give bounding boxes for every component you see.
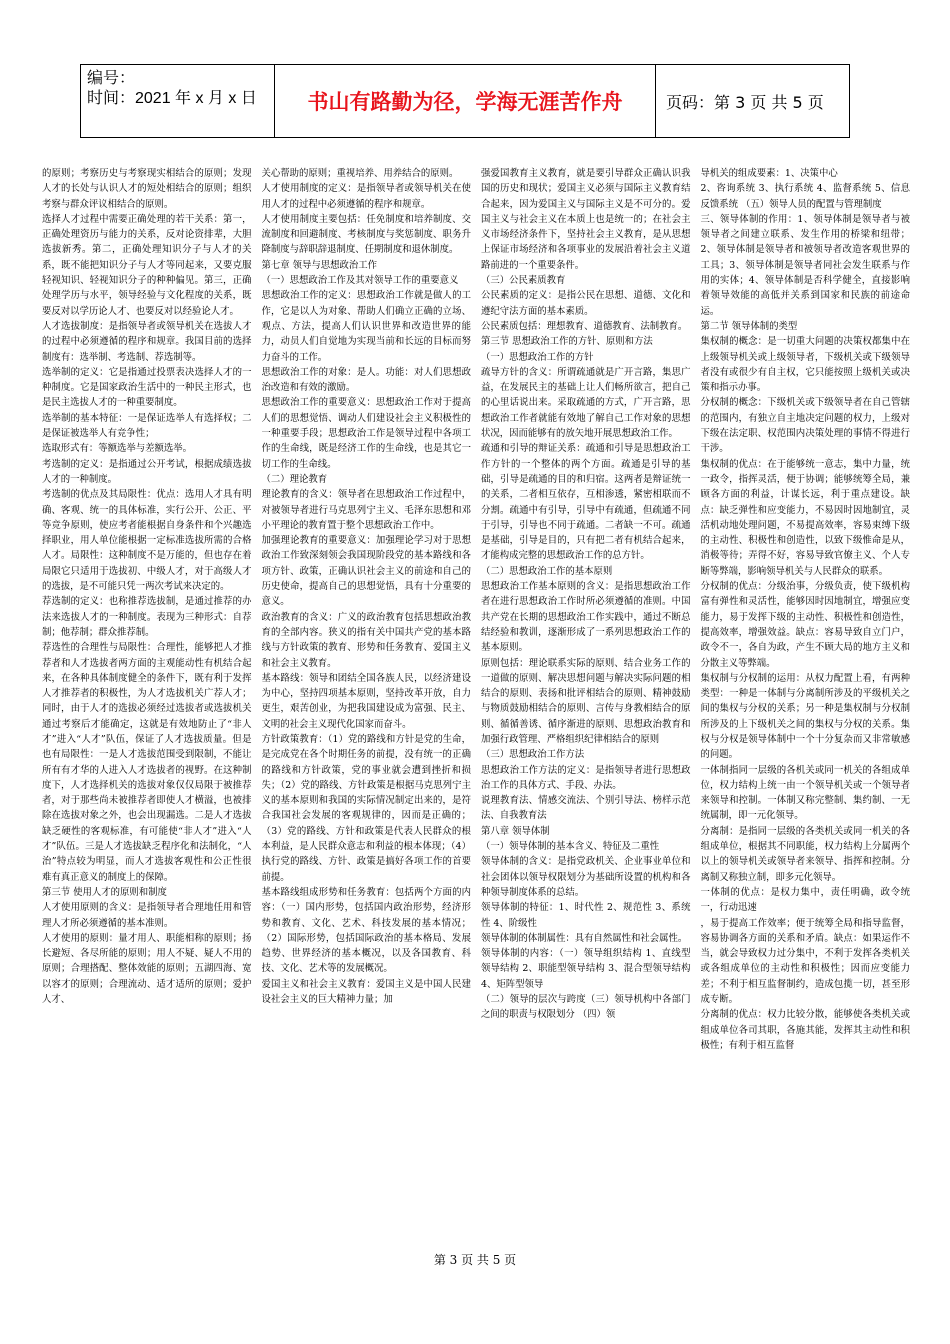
header-info-cell (81, 65, 275, 137)
paragraph: 疏通和引导的辩证关系：疏通和引导是思想政治工作方针的一个整体的两个方面。疏通是引导的基础，引导是疏通的目的和归宿。这两者是辩证统一的关系，二者相互依存，互相渗透，紧密相联而不分割。疏通中有引导，引导中有疏通，但疏通不同于引导，引导也不同于疏通。二者缺一不可。疏通是基础，引导是目的，只有把二者有机结合起来，才能构成完整的思想政治工作的总方针。 (481, 443, 691, 562)
paragraph: 分权制的概念：下级机关或下级领导者在自己管辖的范围内，有独立自主地决定问题的权力，上级对下级在法定职、权范围内决策处理的事情不得进行干涉。 (700, 397, 910, 455)
paragraph: 集权制与分权制的运用：从权力配置上看，有两种类型：一种是一体制与分离制所涉及的平级机关之间的集权与分权的关系；另一种是集权制与分权制所涉及的上下级机关之间的集权与分权的关系。集权与分权是领导体制中一个十分复杂而又非常敏感的问题。 (700, 672, 910, 761)
paragraph: 方针政策教育：（1）党的路线和方针是党的生命，是完成党在各个时期任务的前提，没有统一的正确的路线和方针政策，党的事业就会遭到挫折和损失；（2）党的路线、方针政策是根据马克思列宁主义的基本原则和我国的实际情况制定出来的，是符合我国社会发展的客观规律的，因而是正确的；（3）党的路线、方针和政策是代表人民群众的根本利益，是人民群众意志和利益的根本体现；（4）执行党的路线、方针、政策是搞好各项工作的首要前提。 (261, 733, 471, 883)
paragraph: 爱国主义和社会主义教育：爱国主义是中国人民建设社会主义的巨大精神力量；加 (261, 978, 471, 1006)
paragraph: 思想政治工作的定义：思想政治工作就是做人的工作，它是以人为对象、帮助人们确立正确的立场、观点、方法，提高人们认识世界和改造世界的能力，动员人们自觉地为实现当前和长远的目标而努力奋斗的工作。 (261, 290, 471, 363)
paragraph: 的原则；考察历史与考察现实相结合的原则；发现人才的长处与认识人才的短处相结合的原则；组织考察与群众评议相结合的原则。 (42, 168, 252, 210)
paragraph: 第八章 领导体制 (481, 825, 550, 837)
paragraph: 分权制的优点：分级治事，分级负责，使下级机构富有弹性和灵活性，能够因时因地制宜，增强应变能力，易于发挥下级的主动性、积极性和创造性，提高效率，增强效益。缺点：容易导致自立门户，政令不一，各自为政，产生不顾大局的地方主义和分散主义等弊端。 (700, 581, 910, 669)
body-columns (42, 166, 910, 1248)
paragraph: 考选制的优点及其局限性：优点：选用人才具有明确、客观、统一的具体标准，实行公开、公正、平等竞争原则，使应考者能根据自身条件和个兴趣选择职业，用人单位能根据一定标准选拔所需的合格人才。局限性：这种制度不是万能的，但也存在着局限它只适用于选拔初、中级人才，对于高级人才的选拔，是不可能只凭一两次考试来决定的。 (42, 489, 252, 593)
paragraph: 第七章 领导与思想政治工作 (261, 259, 377, 271)
paragraph: 荐选制的定义：也称推荐选拔制，是通过推荐的办法来选拔人才的一种制度。表现为三种形式：自荐制；他荐制；群众推荐制。 (42, 596, 252, 638)
paragraph: 疏导方针的含义：所谓疏通就是广开言路，集思广益，在发展民主的基础上让人们畅所欲言，把自己的心里话说出来。采取疏通的方式，广开言路，思想政治工作者就能有效地了解自己工作对象的思想状况，因而能够有的放矢地开展思想政治工作。 (481, 366, 691, 440)
paragraph: 人才选拔制度：是指领导者或领导机关在选拔人才的过程中必须遵循的程序和规章。我国目前的选择制度有：选举制、考选制、荐选制等。 (42, 320, 252, 363)
paragraph: 考选制的定义：是指通过公开考试，根据成绩选拔人才的一种制度。 (42, 458, 252, 485)
paragraph: 公民素质的定义：是指公民在思想、道德、文化和遵纪守法方面的基本素质。 (481, 290, 691, 317)
paragraph: 思想政治工作基本原则的含义：是指思想政治工作者在进行思想政治工作时所必须遵循的准则。中国共产党在长期的思想政治工作实践中，通过不断总结经验和教训，逐渐形成了一系列思想政治工作的基本原则。 (481, 581, 691, 654)
paragraph: 加强理论教育的重要意义：加强理论学习对于思想政治工作致深刻领会我国现阶段党的基本路线和各项方针、政策，正确认识社会主义的前途和自己的历史使命，提高自己的思想觉悟，具有十分重要的意义。 (261, 535, 471, 608)
paragraph: 选举制的基本特征：一是保证选举人有选择权；二是保证被选举人有竞争性； (42, 412, 252, 440)
paragraph: 第二节 领导体制的类型 (700, 320, 798, 332)
paragraph: 理论教育的含义：领导者在思想政治工作过程中，对被领导者进行马克思列宁主义、毛泽东思想和邓小平理论的教育置于整个思想政治工作中。 (261, 489, 471, 531)
paragraph: 人才使用的原则：量才用人、职能相称的原则；扬长避短、各尽所能的原则；用人不疑、疑人不用的原则；合理搭配、整体效能的原则；五湖四海、宽以容才的原则；合理流动、适才适所的原则；爱护人才、 (42, 932, 252, 1006)
paragraph: 基本路线：领导和团结全国各族人民，以经济建设为中心，坚持四项基本原则，坚持改革开放，自力更生，艰苦创业，为把我国建设成为富强、民主、文明的社会主义现代化国家而奋斗。 (261, 672, 471, 730)
paragraph: 选取形式有：等额选举与差额选举。 (42, 443, 193, 455)
paragraph: 思想政治工作方法的定义：是指领导者进行思想政治工作的具体方式、手段、办法。 (481, 764, 691, 791)
paragraph: （一）思想政治工作的方针 (481, 351, 594, 363)
paragraph: 2、咨询系统 3、执行系统 4、监督系统 5、信息反馈系统 （五）领导人员的配置与管理制度 (700, 183, 910, 210)
paragraph: 分离制的优点：权力比较分散，能够使各类机关或组成单位各司其职，各施其能，发挥其主动性和积极性；有利于相互监督 (700, 1009, 910, 1051)
paragraph: 一体制指同一层级的各机关或同一机关的各组成单位，权力结构上统一由一个领导机关或一个领导者来领导和控制。一体制又称完整制、集约制、一无统属制，即一元化领导。 (700, 764, 910, 822)
paragraph: （一）领导体制的基本含义、特征及二重性 (481, 841, 660, 853)
header-motto: 书山有路勤为径，学海无涯苦作舟 (275, 65, 656, 137)
paragraph: 关心帮助的原则；重视培养、用养结合的原则。 (261, 168, 459, 179)
paragraph: 领导体制的内容：（一）领导组织结构 1、直线型领导结构 2、职能型领导结构 3、混合型领导结构 4、矩阵型领导 (481, 948, 691, 990)
paragraph: 强爱国教育主义教育，就是要引导群众正确认识我国的历史和现状；爱国主义必须与国际主义教育结合起来，因为爱国主义与国际主义是不可分的。爱国主义与社会主义在本质上也是统一的；在社会主义市场经济条件下，坚持社会主义教育，是从思想上保证市场经济和各项事业的发展沿着社会主义道路前进的一个重要条件。 (481, 168, 691, 271)
paragraph: 思想政治工作的重要意义：思想政治工作对于提高人们的思想觉悟、调动人们建设社会主义积极性的一种重要手段；思想政治工作是领导过程中各项工作的生命线，既是经济工作的生命线，也是其它一切工作的生命线。 (261, 397, 471, 470)
paragraph: 一体制的优点：是权力集中，责任明确，政令统一，行动迅速 (700, 886, 910, 914)
paragraph: 思想政治工作的对象：是人。功能：对人们思想政治改造和有效的激励。 (261, 366, 471, 394)
paragraph: 集权制的优点：在于能够统一意志，集中力量，统一政令，指挥灵活，便于协调；能够统筹全局，兼顾各方面的利益，计谋长远，利于重点建设。缺点：缺乏弹性和应变能力，不易因时因地制宜，灵活机动地处理问题，不易提高效率，容易束缚下级的主动性、积极性和创造性，以致下级惟命是从，消极等待；弄得不好，容易导致官僚主义、个人专断等弊端，影响领导机关与人民群众的联系。 (700, 458, 910, 577)
text-column-1 (42, 166, 252, 1248)
paragraph: 第三节 思想政治工作的方针、原则和方法 (481, 336, 653, 348)
paragraph: ，易于提高工作效率；便于统筹全局和指导监督，容易协调各方面的关系和矛盾。缺点：如果运作不当，就会导致权力过分集中，不利于发挥各类机关或各组成单位的主动性和积极性；因而应变能力差；不利于相互监督制约，造成包揽一切，甚至形成专断。 (700, 917, 910, 1006)
paragraph: 领导体制的特征：1、时代性 2、规范性 3、系统性 4、阶级性 (481, 902, 691, 929)
paragraph: 人才使用制度主要包括：任免制度和培养制度、交流制度和回避制度、考核制度与奖惩制度、职务升降制度与辞职辞退制度、任期制度和退休制度。 (261, 213, 471, 256)
paragraph: （二）领导的层次与跨度（三）领导机构中各部门之间的职责与权限划分 （四）领 (481, 994, 691, 1021)
page-header (80, 64, 850, 138)
paragraph: 三、领导体制的作用：1、领导体制是领导者与被领导者之间建立联系、发生作用的桥梁和纽带；2、领导体制是领导者和被领导者改造客观世界的工具；3、领导体制是领导者同社会发生联系与作用的实体；4、领导体制是否科学健全，直接影响着领导效能的高低并关系到国家和民族的前途命运。 (700, 213, 910, 317)
paragraph: （二）思想政治工作的基本原则 (481, 565, 613, 577)
paragraph: 分离制：是指同一层级的各类机关或同一机关的各组成单位，根据其不同职能，权力结构上分属两个以上的领导机关或领导者来领导、指挥和控制。分离制又称独立制，即多元化领导。 (700, 825, 910, 883)
header-page-label: 页码：第 3 页 共 5 页 (666, 92, 824, 112)
text-column-3 (481, 166, 691, 1248)
text-column-4 (701, 166, 911, 1248)
document-number-label: 编号： (87, 70, 136, 87)
page-footer: 第 3 页 共 5 页 (433, 1253, 517, 1267)
paragraph: 人才使用制度的定义：是指领导者或领导机关在使用人才的过程中必须遵循的程序和规章。 (261, 183, 471, 210)
paragraph: 集权制的概念：是一切重大问题的决策权都集中在上级领导机关或上级领导者，下级机关或下级领导者没有或很少有自主权，它只能按照上级机关或决策和指示办事。 (700, 336, 910, 394)
paragraph: 领导体制的体制属性：具有自然属性和社会属性。 (481, 932, 688, 944)
paragraph: 政治教育的含义：广义的政治教育包括思想政治教育的全部内容。狭义的指有关中国共产党的基本路线与方针政策的教育、形势和任务教育、爱国主义和社会主义教育。 (261, 611, 471, 669)
paragraph: 公民素质包括：理想教育、道德教育、法制教育。 (481, 320, 688, 332)
paragraph: 说理教育法、情感交流法、个别引导法、榜样示范法、自我教育法 (481, 795, 691, 822)
document-time-label: 时间：2021 年 x 月 x 日 (87, 90, 257, 107)
paragraph: （二）理论教育 (261, 473, 328, 485)
paragraph: 选举制的定义：它是指通过投票表决选择人才的一种制度。它是国家政治生活中的一种民主形式，也是民主选拔人才的一种重要制度。 (42, 366, 252, 409)
text-column-2 (262, 166, 472, 1248)
paragraph: （一）思想政治工作及其对领导工作的重要意义 (261, 275, 459, 287)
paragraph: 选择人才过程中需要正确处理的若干关系：第一，正确处理资历与能力的关系，反对论资排辈，大胆选拔新秀。第二，正确处理知识分子与人才的关系，既不能把知识分子与人才等同起来，又要克服轻视知识、轻视知识分子的种种偏见。第三，正确处理学历与水平，领导经验与文化程度的关系，既要反对以学历论人才、也要反对以经验论人才。 (42, 213, 252, 317)
paragraph: 荐选性的合理性与局限性：合理性，能够把人才推荐者和人才选拔者两方面的主观能动性有机结合起来，在各种具体制度健全的条件下，既有利于发挥人才推荐者的积极性，为人才选拔机关广荐人才；同时，由于人才的选拔必须经过选拔者或选拔机关通过考察后才能确定，这就是有效地防止了“非人才”进入“人才”队伍，保证了人才选拔质量。但是也有局限性：一是人才选拔范围受到限制，不能让所有有才华的人进入人才选拔者的视野。在这种制度下，人才选择机关的选拔对象仅仅局限于被推荐者，对于那些尚未被推荐者即使人才横溢，也被排除在选拔对象之外，也会出现漏选。二是人才选拔缺乏硬性的客观标准，有可能使“非人才”进入“人才”队伍。三是人才选拔缺乏程序化和法制化，“人治”特点较为明显，而人才选拔客观性和公正性很难有真正意义的制度上的保障。 (42, 642, 252, 883)
paragraph: 导机关的组成要素：1、决策中心 (700, 168, 838, 179)
paragraph: 人才使用原则的含义：是指领导者合理地任用和管理人才所必须遵循的基本准则。 (42, 902, 252, 929)
paragraph: （三）思想政治工作方法 (481, 749, 585, 761)
paragraph: 第三节 使用人才的原则和制度 (42, 886, 167, 898)
paragraph: （三）公民素质教育 (481, 275, 566, 287)
paragraph: 原则包括：理论联系实际的原则、结合业务工作的一道做的原则、解决思想问题与解决实际问题的相结合的原则、表扬和批评相结合的原则、精神鼓励与物质鼓励相结合的原则、言传与身教相结合的原则、循循善诱、循序渐进的原则、思想政治教育和加强行政管理、严格组织纪律相结合的原则 (481, 657, 691, 745)
paragraph: 领导体制的含义：是指党政机关、企业事业单位和社会团体以领导权限划分为基础所设置的机构和各种领导制度体系的总结。 (481, 856, 691, 898)
paragraph: 基本路线组成形势和任务教育：包括两个方面的内容：（一）国内形势，包括国内政治形势，经济形势和教育、文化、艺术、科技发展的基本情况；（2）国际形势，包括国际政治的基本格局、发展趋势、世界经济的基本概况，以及各国教育、科技、文化、艺术等的发展概况。 (261, 886, 471, 975)
